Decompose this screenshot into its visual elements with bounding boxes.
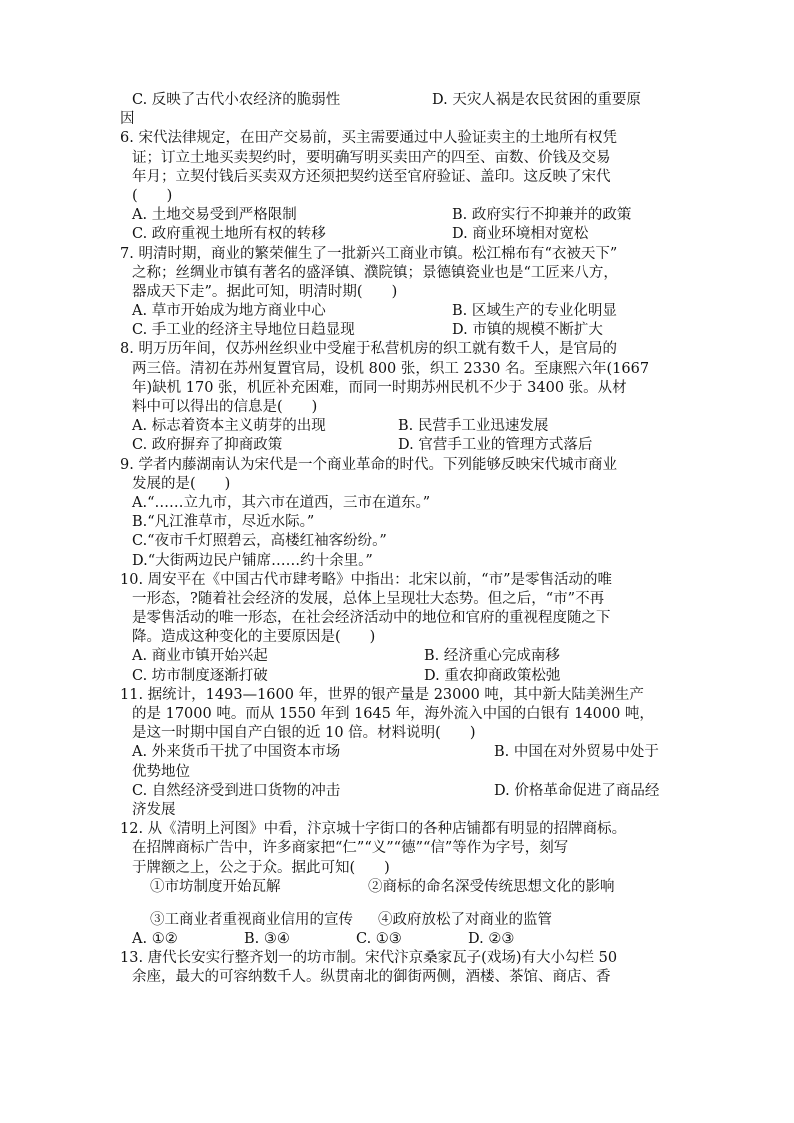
q6-options-ab bbox=[120, 206, 676, 225]
q8-options-cd bbox=[120, 436, 676, 455]
q12-option-b: B. ③④ bbox=[244, 931, 290, 948]
q10-option-a: A. 商业市镇开始兴起 bbox=[132, 648, 268, 665]
q12-option-d: D. ②③ bbox=[468, 931, 515, 948]
q12-option-a: A. ①② bbox=[132, 931, 178, 948]
q12-items-12 bbox=[120, 878, 676, 897]
q9-option-b: B.“凡江淮草市，尽近水际。” bbox=[132, 514, 315, 531]
q11-option-b-cont: 优势地位 bbox=[132, 763, 190, 780]
q10-stem-line: 降。造成这种变化的主要原因是( ) bbox=[132, 629, 376, 646]
q6-options-cd bbox=[120, 225, 676, 244]
q6-stem-line: 证；订立土地买卖契约时，要明确写明买卖田产的四至、亩数、价钱及交易 bbox=[132, 149, 611, 166]
q6-stem-line: ( ) bbox=[132, 187, 173, 204]
q7-stem-line: 器成天下走”。据此可知，明清时期( ) bbox=[132, 283, 398, 300]
q11-stem-line: 的是 17000 吨。而从 1550 年到 1645 年，海外流入中国的白银有 14000 吨， bbox=[132, 706, 654, 722]
q10-options-cd bbox=[120, 667, 676, 686]
q12-items-34 bbox=[120, 911, 676, 930]
q7-option-d: D. 市镇的规模不断扩大 bbox=[452, 322, 603, 339]
q12-item-4: ④政府放松了对商业的监管 bbox=[378, 911, 552, 928]
q10-stem-line: 10. 周安平在《中国古代市肆考略》中指出：北宋以前，“市”是零售活动的唯 bbox=[120, 571, 612, 588]
q8-stem-line: 年)缺机 170 张，机匠补充困难，而同一时期苏州民机不少于 3400 张。从材 bbox=[132, 379, 627, 396]
q11-option-b: B. 中国在对外贸易中处于 bbox=[494, 744, 659, 761]
q11-option-a: A. 外来货币干扰了中国资本市场 bbox=[132, 744, 341, 761]
q10-stem-line: 是零售活动的唯一形态，在社会经济活动中的地位和官府的重视程度随之下 bbox=[132, 610, 611, 627]
q6-stem-line: 6. 宋代法律规定，在田产交易前，买主需要通过中人验证卖主的土地所有权凭 bbox=[120, 130, 617, 147]
q8-options-ab bbox=[120, 417, 676, 436]
q12-item-1: ①市坊制度开始瓦解 bbox=[150, 878, 281, 895]
q12-stem-line: 在招牌商标广告中，许多商家把“仁”“义”“德”“信”等作为字号，刻写 bbox=[132, 840, 569, 857]
q10-options-ab bbox=[120, 647, 676, 666]
q6-option-c: C. 政府重视土地所有权的转移 bbox=[132, 226, 326, 243]
q8-option-b: B. 民营手工业迅速发展 bbox=[398, 418, 549, 435]
exam-page bbox=[120, 91, 676, 988]
q13-stem-line: 余座，最大的可容纳数千人。纵贯南北的御街两侧，酒楼、茶馆、商店、香 bbox=[132, 969, 611, 986]
q5-option-d: D. 天灾人祸是农民贫困的重要原 bbox=[432, 92, 641, 108]
q11-option-d-cont: 济发展 bbox=[132, 801, 176, 818]
q10-option-c: C. 坊市制度逐渐打破 bbox=[132, 667, 268, 684]
q11-options-ab bbox=[120, 743, 676, 762]
spacer bbox=[120, 897, 676, 911]
q9-option-d: D.“大街两边民户铺席……约十余里。” bbox=[132, 552, 373, 569]
q5-option-c: C. 反映了古代小农经济的脆弱性 bbox=[132, 92, 341, 108]
q12-stem-line: 于牌额之上，公之于众。据此可知( ) bbox=[132, 859, 390, 876]
q6-stem-line: 年月；立契付钱后买卖双方还须把契约送至官府验证、盖印。这反映了宋代 bbox=[132, 168, 611, 185]
q8-option-a: A. 标志着资本主义萌芽的出现 bbox=[132, 418, 326, 435]
q8-option-c: C. 政府摒弃了抑商政策 bbox=[132, 437, 283, 454]
q7-options-cd bbox=[120, 321, 676, 340]
q10-stem-line: 一形态，?随着社会经济的发展，总体上呈现壮大态势。但之后，“市”不再 bbox=[132, 590, 605, 607]
q10-option-d: D. 重农抑商政策松弛 bbox=[424, 667, 561, 684]
q12-option-c: C. ①③ bbox=[356, 931, 402, 948]
q9-option-c: C.“夜市千灯照碧云，高楼红袖客纷纷。” bbox=[132, 533, 387, 550]
q12-options bbox=[120, 930, 676, 949]
q6-option-a: A. 土地交易受到严格限制 bbox=[132, 207, 297, 224]
q11-options-cd bbox=[120, 782, 676, 801]
q7-stem-line: 7. 明清时期，商业的繁荣催生了一批新兴工商业市镇。松江棉布有“衣被天下” bbox=[120, 245, 618, 262]
q12-item-3: ③工商业者重视商业信用的宣传 bbox=[150, 911, 353, 928]
q12-item-2: ②商标的命名深受传统思想文化的影响 bbox=[368, 878, 615, 895]
q8-stem-line: 8. 明万历年间，仅苏州丝织业中受雇于私营机房的织工就有数千人，是官局的 bbox=[120, 341, 617, 358]
q7-option-a: A. 草市开始成为地方商业中心 bbox=[132, 303, 326, 320]
q9-option-a: A.“……立九市，其六市在道西，三市在道东。” bbox=[132, 494, 431, 511]
q11-stem-line: 是这一时期中国自产白银的近 10 倍。材料说明( ) bbox=[132, 725, 476, 742]
q7-option-b: B. 区域生产的专业化明显 bbox=[452, 303, 617, 320]
q6-option-b: B. 政府实行不抑兼并的政策 bbox=[452, 207, 632, 224]
q11-stem-line: 11. 据统计，1493—1600 年，世界的银产量是 23000 吨，其中新大陆美洲生产 bbox=[120, 686, 644, 703]
q5-options-cd bbox=[120, 91, 676, 110]
q8-stem-line: 两三倍。清初在苏州复置官局，设机 800 张，织工 2330 名。至康熙六年(1667 bbox=[132, 360, 650, 377]
q6-option-d: D. 商业环境相对宽松 bbox=[452, 226, 589, 243]
q11-option-d: D. 价格革命促进了商品经 bbox=[494, 782, 660, 799]
q11-option-c: C. 自然经济受到进口货物的冲击 bbox=[132, 782, 341, 799]
q12-stem-line: 12. 从《清明上河图》中看，汴京城十字街口的各种店铺都有明显的招牌商标。 bbox=[120, 821, 627, 838]
q13-stem-line: 13. 唐代长安实行整齐划一的坊市制。宋代汴京桑家瓦子(戏场)有大小勾栏 50 bbox=[120, 950, 618, 967]
q8-stem-line: 料中可以得出的信息是( ) bbox=[132, 399, 318, 415]
q7-stem-line: 之称；丝绸业市镇有著名的盛泽镇、濮院镇；景德镇瓷业也是“工匠来八方， bbox=[132, 264, 618, 281]
q8-option-d: D. 官营手工业的管理方式落后 bbox=[398, 437, 593, 454]
q9-stem-line: 发展的是( ) bbox=[132, 475, 231, 492]
q5-option-d-cont: 因 bbox=[120, 111, 135, 128]
q7-option-c: C. 手工业的经济主导地位日趋显现 bbox=[132, 322, 355, 339]
q10-option-b: B. 经济重心完成南移 bbox=[424, 648, 560, 665]
q9-stem-line: 9. 学者内藤湖南认为宋代是一个商业革命的时代。下列能够反映宋代城市商业 bbox=[120, 456, 617, 473]
q7-options-ab bbox=[120, 302, 676, 321]
